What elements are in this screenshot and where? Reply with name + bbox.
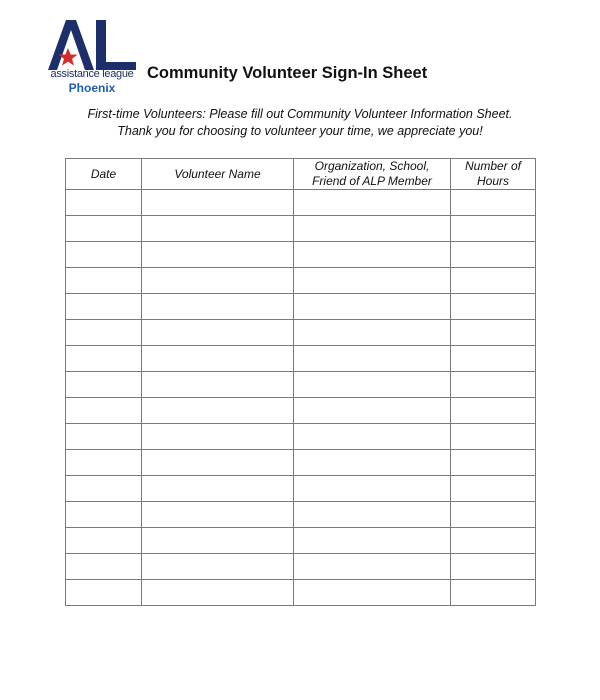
volunteer-name-cell[interactable] <box>142 398 294 424</box>
table-row <box>66 554 536 580</box>
hours-cell[interactable] <box>451 242 536 268</box>
organization-cell[interactable] <box>294 242 451 268</box>
table-row <box>66 580 536 606</box>
column-header-volunteer-name <box>142 159 294 190</box>
date-cell[interactable] <box>66 502 142 528</box>
table-row <box>66 398 536 424</box>
column-header-organization-line1: Organization, School, <box>314 159 430 173</box>
volunteer-name-cell[interactable] <box>142 476 294 502</box>
table-row <box>66 346 536 372</box>
volunteer-name-cell[interactable] <box>142 320 294 346</box>
volunteer-name-cell[interactable] <box>142 502 294 528</box>
date-cell[interactable] <box>66 528 142 554</box>
organization-cell[interactable] <box>294 424 451 450</box>
organization-cell[interactable] <box>294 476 451 502</box>
organization-cell[interactable] <box>294 268 451 294</box>
volunteer-name-cell[interactable] <box>142 554 294 580</box>
date-cell[interactable] <box>66 242 142 268</box>
table-row <box>66 190 536 216</box>
volunteer-name-cell[interactable] <box>142 450 294 476</box>
table-row <box>66 216 536 242</box>
organization-cell[interactable] <box>294 502 451 528</box>
volunteer-name-cell[interactable] <box>142 372 294 398</box>
table-header-row <box>66 159 536 190</box>
table-row <box>66 242 536 268</box>
table-row <box>66 294 536 320</box>
column-header-date-line1: Date <box>90 166 117 181</box>
organization-cell[interactable] <box>294 554 451 580</box>
hours-cell[interactable] <box>451 398 536 424</box>
hours-cell[interactable] <box>451 554 536 580</box>
table-row <box>66 528 536 554</box>
volunteer-name-cell[interactable] <box>142 294 294 320</box>
sign-in-table <box>65 158 536 606</box>
organization-cell[interactable] <box>294 216 451 242</box>
hours-cell[interactable] <box>451 424 536 450</box>
column-header-hours-line1: Number of <box>464 159 522 173</box>
date-cell[interactable] <box>66 268 142 294</box>
date-cell[interactable] <box>66 372 142 398</box>
organization-cell[interactable] <box>294 398 451 424</box>
column-header-hours <box>451 159 536 190</box>
date-cell[interactable] <box>66 320 142 346</box>
intro-line-2: Thank you for choosing to volunteer your time, we appreciate you! <box>117 124 483 138</box>
date-cell[interactable] <box>66 450 142 476</box>
assistance-league-logo <box>44 16 140 96</box>
logo-city: Phoenix <box>68 81 116 95</box>
al-monogram-logo-mark <box>44 16 140 74</box>
volunteer-name-cell[interactable] <box>142 242 294 268</box>
organization-cell[interactable] <box>294 294 451 320</box>
date-cell[interactable] <box>66 476 142 502</box>
date-cell[interactable] <box>66 580 142 606</box>
column-header-date <box>66 159 142 190</box>
volunteer-name-cell[interactable] <box>142 346 294 372</box>
hours-cell[interactable] <box>451 476 536 502</box>
hours-cell[interactable] <box>451 346 536 372</box>
organization-cell[interactable] <box>294 580 451 606</box>
hours-cell[interactable] <box>451 294 536 320</box>
table-body <box>66 190 536 606</box>
table-row <box>66 450 536 476</box>
volunteer-name-cell[interactable] <box>142 268 294 294</box>
page-title: Community Volunteer Sign-In Sheet <box>147 64 428 82</box>
table-row <box>66 424 536 450</box>
date-cell[interactable] <box>66 294 142 320</box>
volunteer-name-cell[interactable] <box>142 424 294 450</box>
organization-cell[interactable] <box>294 346 451 372</box>
volunteer-name-cell[interactable] <box>142 528 294 554</box>
hours-cell[interactable] <box>451 372 536 398</box>
hours-cell[interactable] <box>451 320 536 346</box>
organization-cell[interactable] <box>294 450 451 476</box>
hours-cell[interactable] <box>451 268 536 294</box>
hours-cell[interactable] <box>451 190 536 216</box>
intro-line-1: First-time Volunteers: Please fill out Community Volunteer Information Sheet. <box>87 107 513 121</box>
table-row <box>66 268 536 294</box>
date-cell[interactable] <box>66 554 142 580</box>
date-cell[interactable] <box>66 424 142 450</box>
date-cell[interactable] <box>66 190 142 216</box>
table-row <box>66 502 536 528</box>
volunteer-name-cell[interactable] <box>142 580 294 606</box>
organization-cell[interactable] <box>294 190 451 216</box>
column-header-organization-line2: Friend of ALP Member <box>312 174 432 188</box>
column-header-volunteer-name-line1: Volunteer Name <box>174 166 261 181</box>
organization-cell[interactable] <box>294 320 451 346</box>
column-header-organization <box>294 159 451 190</box>
hours-cell[interactable] <box>451 528 536 554</box>
table-row <box>66 372 536 398</box>
table-row <box>66 476 536 502</box>
column-header-hours-line2: Hours <box>476 174 509 188</box>
logo-tagline: assistance league <box>50 68 134 80</box>
hours-cell[interactable] <box>451 216 536 242</box>
organization-cell[interactable] <box>294 372 451 398</box>
volunteer-name-cell[interactable] <box>142 216 294 242</box>
volunteer-name-cell[interactable] <box>142 190 294 216</box>
date-cell[interactable] <box>66 398 142 424</box>
organization-cell[interactable] <box>294 528 451 554</box>
table-row <box>66 320 536 346</box>
hours-cell[interactable] <box>451 580 536 606</box>
date-cell[interactable] <box>66 216 142 242</box>
hours-cell[interactable] <box>451 450 536 476</box>
date-cell[interactable] <box>66 346 142 372</box>
hours-cell[interactable] <box>451 502 536 528</box>
